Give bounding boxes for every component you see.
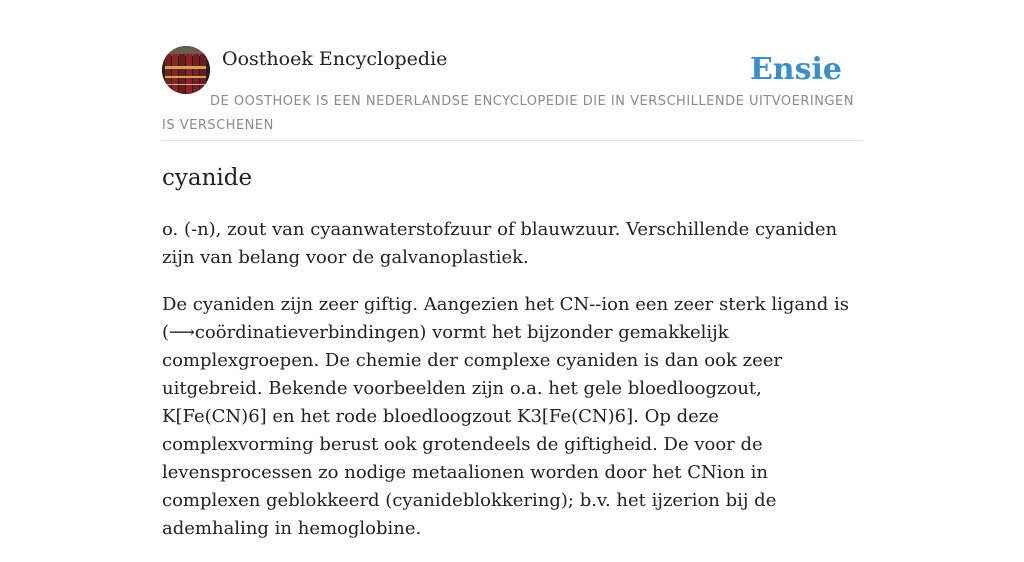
article-title: cyanide	[162, 165, 253, 191]
article-paragraph: De cyaniden zijn zeer giftig. Aangezien het CN--ion een zeer sterk ligand is (⟶coördinatieverbindingen) vormt het bijzonder gemakkelijk complexgroepen. De chemie der complexe cyaniden is dan ook zeer uitgebreid. Bekende voorbeelden zijn o.a. het gele bloedloogzout, K[Fe(CN)6] en het rode bloedloogzout K3[Fe(CN)6]. Op deze complexvorming berust ook grotendeels de giftigheid. De voor de levensprocessen zo nodige metaalionen worden door het CNion in complexen geblokkeerd (cyanideblokkering); b.v. het ijzerion bij de ademhaling in hemoglobine.	[162, 294, 849, 539]
ensie-brand-link[interactable]: Ensie	[749, 52, 842, 87]
books-icon	[162, 46, 210, 94]
article	[162, 160, 862, 562]
site-tagline: DE OOSTHOEK IS EEN NEDERLANDSE ENCYCLOPEDIE DIE IN VERSCHILLENDE UITVOERINGEN IS VERSCHENEN	[162, 94, 854, 133]
article-paragraph: o. (-n), zout van cyaanwaterstofzuur of blauwzuur. Verschillende cyaniden zijn van belang voor de galvanoplastiek.	[162, 219, 838, 268]
site-name-link[interactable]: Oosthoek Encyclopedie	[222, 48, 448, 70]
encyclopedia-books-logo[interactable]	[162, 46, 210, 94]
site-header	[162, 46, 862, 141]
article-body	[162, 216, 862, 543]
